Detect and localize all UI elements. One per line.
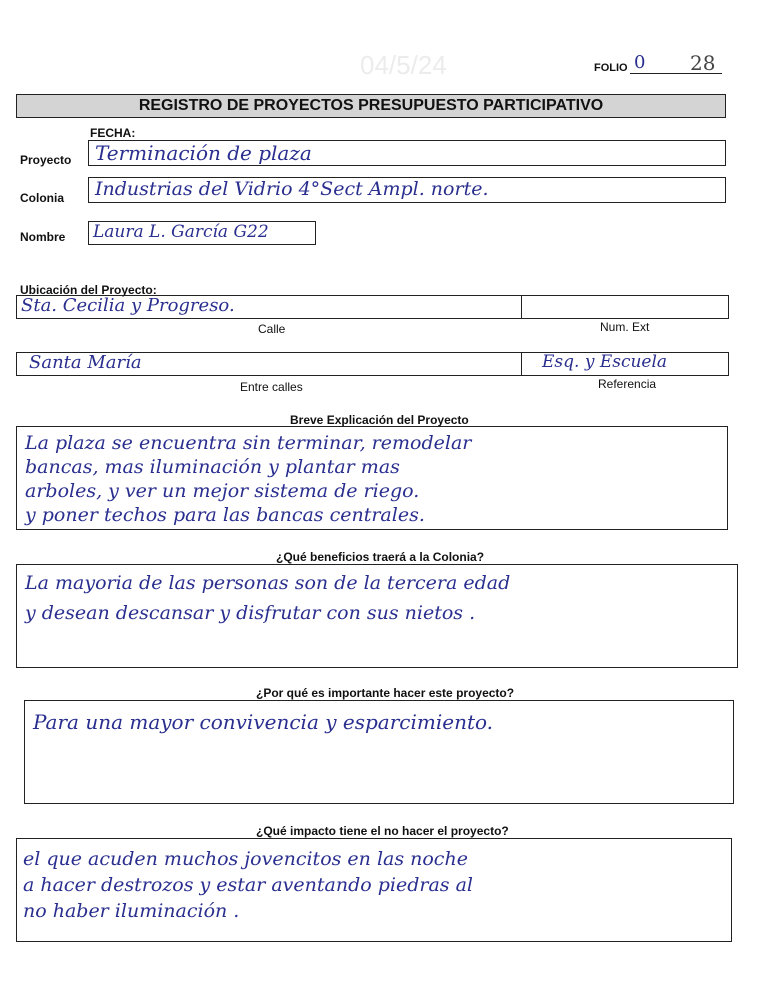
explicacion-line: y poner techos para las bancas centrales. (25, 504, 425, 526)
page-title: REGISTRO DE PROYECTOS PRESUPUESTO PARTICIPATIVO (16, 94, 726, 118)
entre-calles-value: Santa María (29, 352, 142, 373)
folio-underline (630, 73, 722, 74)
impacto-title: ¿Qué impacto tiene el no hacer el proyecto? (256, 824, 509, 838)
nombre-label: Nombre (20, 230, 66, 244)
explicacion-line: La plaza se encuentra sin terminar, remodelar (25, 432, 472, 454)
referencia-label: Referencia (598, 377, 657, 391)
folio-number: 28 (690, 51, 716, 75)
beneficios-line: La mayoria de las personas son de la tercera edad (25, 572, 511, 594)
beneficios-title: ¿Qué beneficios traerá a la Colonia? (276, 550, 485, 564)
beneficios-field[interactable] (16, 564, 738, 668)
colonia-value: Industrias del Vidrio 4°Sect Ampl. norte. (95, 178, 489, 200)
ubicacion-label: Ubicación del Proyecto: (20, 283, 157, 297)
proyecto-field[interactable] (88, 140, 726, 166)
entre-calles-label: Entre calles (240, 380, 303, 394)
importancia-field[interactable] (24, 700, 734, 804)
calle-value: Sta. Cecilia y Progreso. (21, 295, 235, 316)
entre-calles-field[interactable] (16, 352, 522, 376)
folio-label: FOLIO (594, 62, 628, 74)
proyecto-value: Terminación de plaza (95, 141, 312, 165)
folio (594, 51, 726, 76)
explicacion-line: arboles, y ver un mejor sistema de riego. (25, 480, 420, 502)
importancia-line: Para una mayor convivencia y esparcimiento. (33, 710, 494, 734)
colonia-label: Colonia (20, 191, 64, 205)
calle-label: Calle (258, 322, 286, 336)
impacto-field[interactable] (16, 838, 732, 942)
nombre-field[interactable] (88, 221, 316, 245)
importancia-title: ¿Por qué es importante hacer este proyecto? (256, 686, 515, 700)
bleed-through-mark: 04/5/24 (360, 50, 447, 80)
folio-prefix: 0 (634, 52, 646, 73)
explicacion-title: Breve Explicación del Proyecto (290, 413, 469, 427)
nombre-value: Laura L. García G22 (93, 222, 269, 242)
colonia-field[interactable] (88, 177, 726, 203)
beneficios-line: y desean descansar y disfrutar con sus nietos . (25, 602, 476, 624)
impacto-line: a hacer destrozos y estar aventando piedras al (23, 874, 473, 896)
fecha-label: FECHA: (90, 126, 136, 140)
referencia-value: Esq. y Escuela (542, 352, 668, 372)
calle-field[interactable] (16, 295, 522, 319)
proyecto-label: Proyecto (20, 153, 72, 167)
num-ext-field[interactable] (521, 295, 729, 319)
explicacion-line: bancas, mas iluminación y plantar mas (25, 456, 400, 478)
impacto-line: el que acuden muchos jovencitos en las noche (23, 848, 468, 870)
num-ext-label: Num. Ext (600, 320, 650, 334)
explicacion-field[interactable] (16, 426, 728, 530)
impacto-line: no haber iluminación . (23, 900, 240, 922)
referencia-field[interactable] (521, 352, 729, 376)
